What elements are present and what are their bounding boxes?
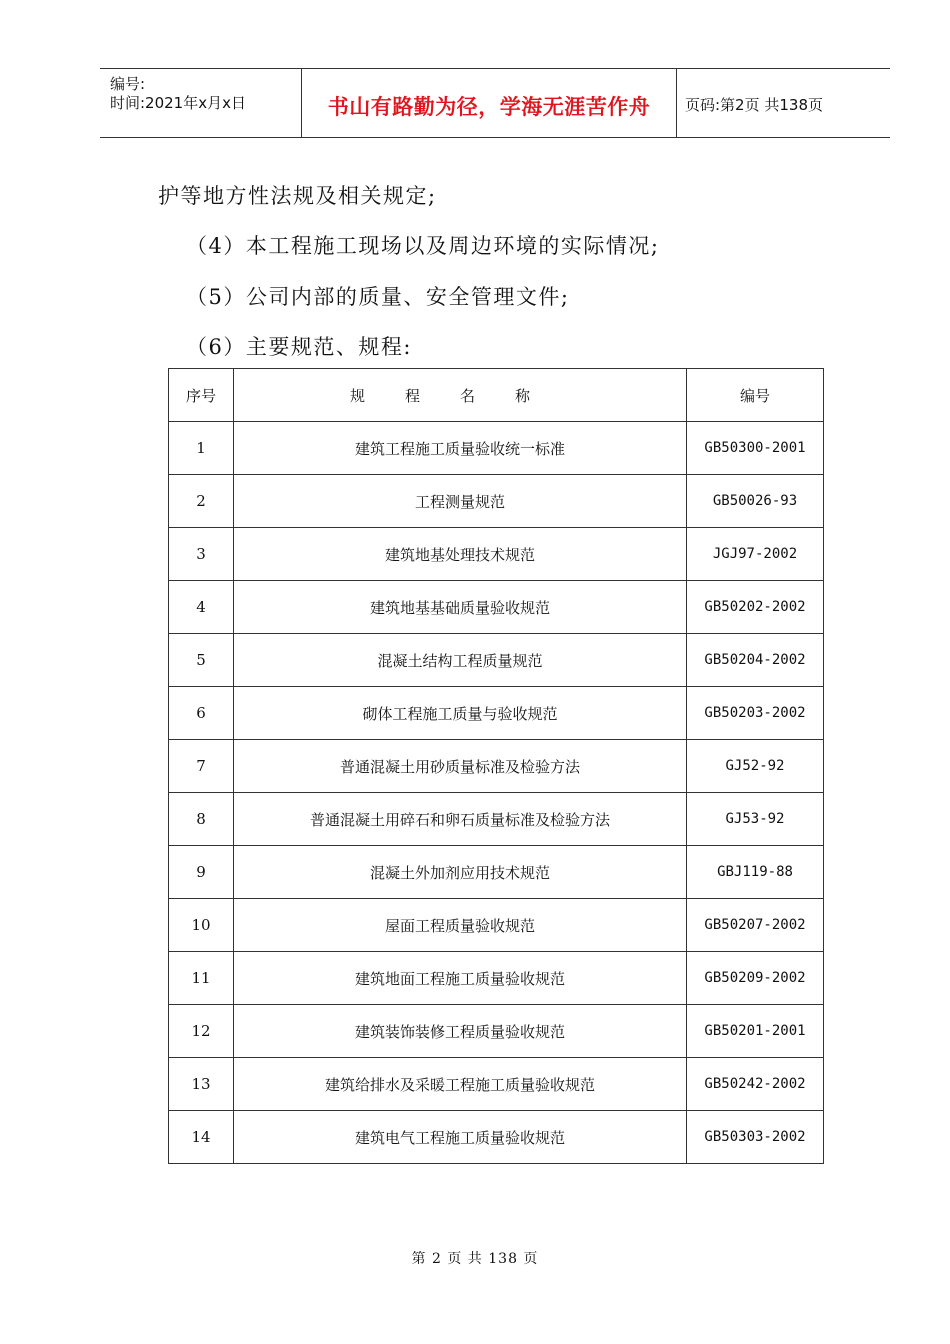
row-serial: 8 [169,793,234,846]
row-serial: 9 [169,846,234,899]
time-label: 时间:2021年x月x日 [110,94,246,112]
paragraph-item-6: （6）主要规范、规程: [186,335,412,359]
paragraph-continuation: 护等地方性法规及相关规定; [158,184,437,208]
table-row [169,1111,824,1164]
row-code: GB50203-2002 [687,687,824,740]
row-code: GJ52-92 [687,740,824,793]
row-serial: 6 [169,687,234,740]
row-serial: 2 [169,475,234,528]
table-row [169,687,824,740]
table-body [169,422,824,1164]
row-code: GB50201-2001 [687,1005,824,1058]
page-footer: 第 2 页 共 138 页 [411,1251,539,1267]
row-code: GBJ119-88 [687,846,824,899]
header-page-cell [677,69,890,137]
table-row [169,846,824,899]
table-row [169,952,824,1005]
table-row [169,793,824,846]
table-row [169,422,824,475]
row-serial: 3 [169,528,234,581]
row-name: 砌体工程施工质量与验收规范 [234,687,687,740]
row-name: 建筑电气工程施工质量验收规范 [234,1111,687,1164]
row-code: GB50204-2002 [687,634,824,687]
table-header-row [169,369,824,422]
page-header [100,68,890,138]
row-name: 屋面工程质量验收规范 [234,899,687,952]
row-serial: 10 [169,899,234,952]
table-row [169,740,824,793]
row-code: GB50026-93 [687,475,824,528]
row-code: GB50202-2002 [687,581,824,634]
row-serial: 7 [169,740,234,793]
table-row [169,475,824,528]
row-name: 建筑地基处理技术规范 [234,528,687,581]
header-serial: 序号 [169,369,234,422]
row-name: 建筑工程施工质量验收统一标准 [234,422,687,475]
row-code: GB50242-2002 [687,1058,824,1111]
row-code: GJ53-92 [687,793,824,846]
number-label: 编号: [110,75,146,93]
row-code: GB50207-2002 [687,899,824,952]
paragraph-item-5: （5）公司内部的质量、安全管理文件; [186,285,570,309]
page-info: 页码:第2页 共138页 [685,96,823,114]
row-serial: 12 [169,1005,234,1058]
row-name: 普通混凝土用砂质量标准及检验方法 [234,740,687,793]
paragraph-item-4: （4）本工程施工现场以及周边环境的实际情况; [186,234,660,258]
row-serial: 5 [169,634,234,687]
table-row [169,1005,824,1058]
row-name: 混凝土外加剂应用技术规范 [234,846,687,899]
row-code: GB50209-2002 [687,952,824,1005]
header-meta-cell [100,69,302,137]
row-code: JGJ97-2002 [687,528,824,581]
row-name: 工程测量规范 [234,475,687,528]
table-row [169,899,824,952]
row-name: 混凝土结构工程质量规范 [234,634,687,687]
table-row [169,1058,824,1111]
row-serial: 13 [169,1058,234,1111]
standards-table [168,368,824,1164]
row-serial: 14 [169,1111,234,1164]
header-motto-cell [302,69,677,137]
row-code: GB50303-2002 [687,1111,824,1164]
row-name: 建筑地基基础质量验收规范 [234,581,687,634]
header-code: 编号 [687,369,824,422]
row-name: 建筑装饰装修工程质量验收规范 [234,1005,687,1058]
header-name: 规程名称 [234,369,687,422]
table-row [169,528,824,581]
row-name: 建筑给排水及采暖工程施工质量验收规范 [234,1058,687,1111]
motto: 书山有路勤为径，学海无涯苦作舟 [327,95,651,119]
row-code: GB50300-2001 [687,422,824,475]
row-serial: 4 [169,581,234,634]
table-row [169,634,824,687]
row-serial: 1 [169,422,234,475]
row-serial: 11 [169,952,234,1005]
row-name: 普通混凝土用碎石和卵石质量标准及检验方法 [234,793,687,846]
row-name: 建筑地面工程施工质量验收规范 [234,952,687,1005]
table-row [169,581,824,634]
